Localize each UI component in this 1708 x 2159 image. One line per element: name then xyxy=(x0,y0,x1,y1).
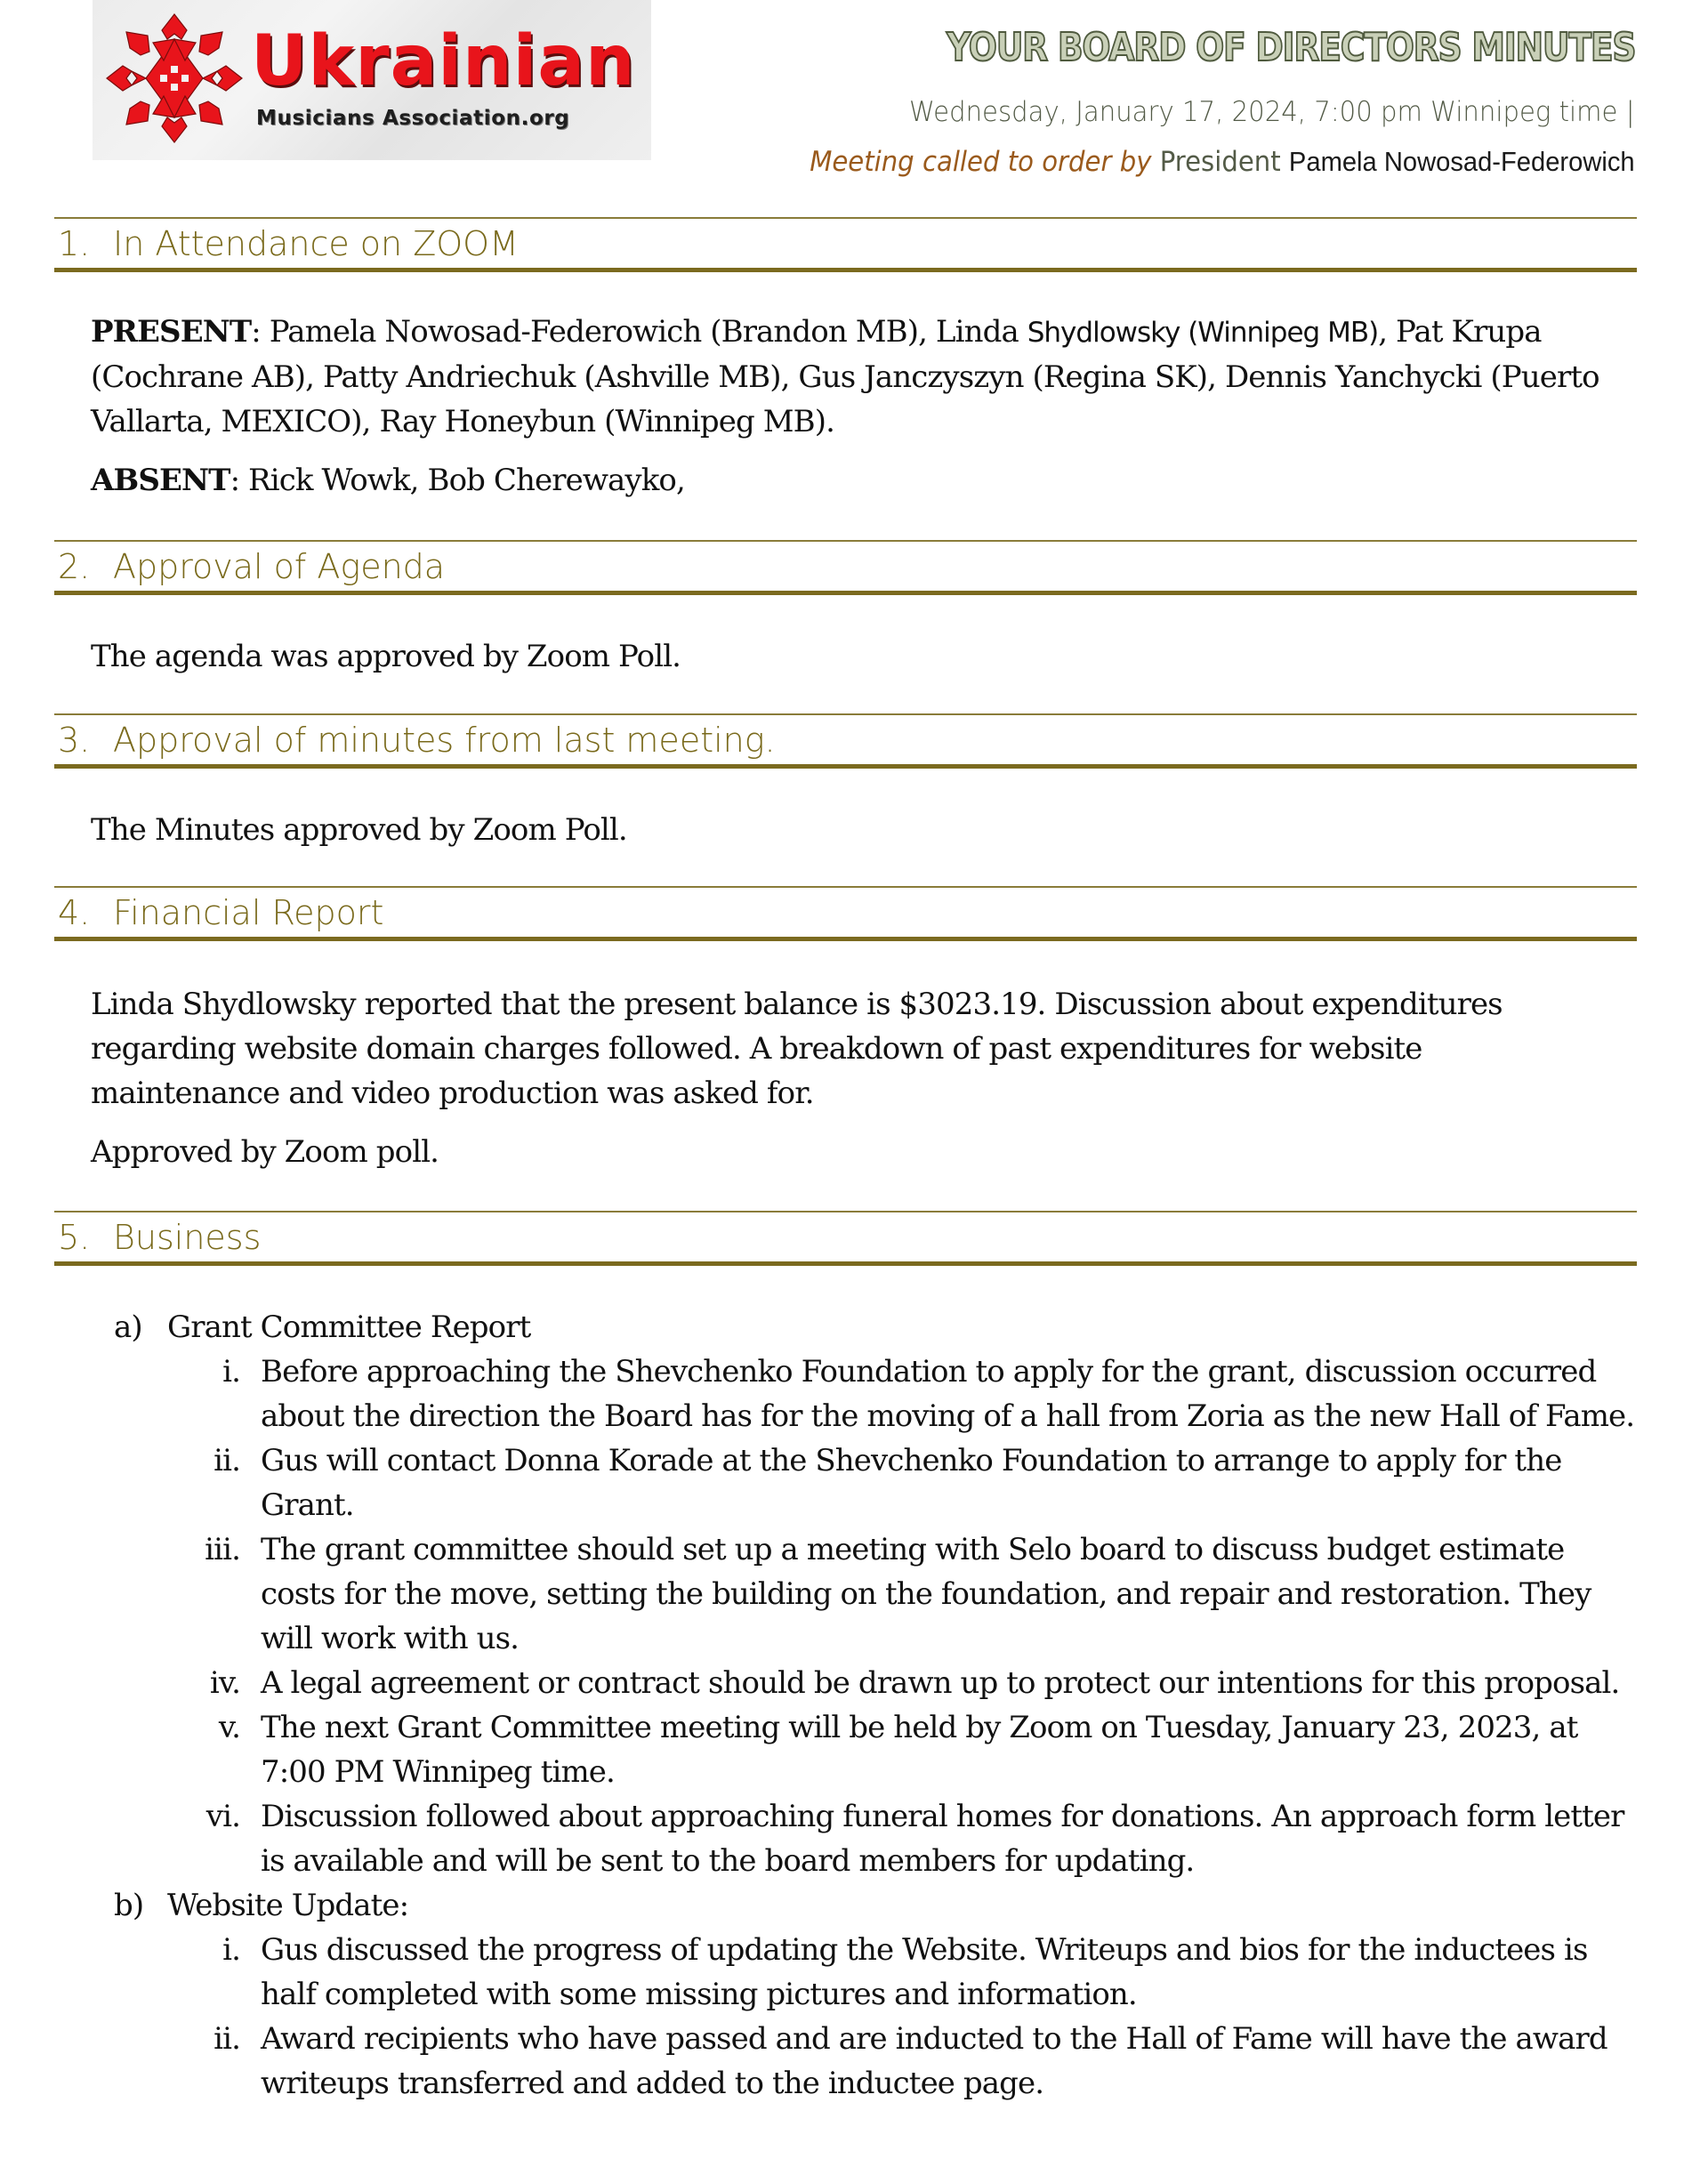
section-divider xyxy=(54,713,1637,715)
agenda-body: The agenda was approved by Zoom Poll. xyxy=(91,639,681,674)
section-number: 5. xyxy=(58,1218,91,1257)
section-underline xyxy=(54,268,1637,272)
meeting-date: Wednesday, January 17, 2024, 7:00 pm Winnipeg time | xyxy=(909,96,1635,128)
business-list xyxy=(114,1305,1644,2106)
section-title: Financial Report xyxy=(113,893,384,932)
section-heading-business xyxy=(54,1211,1637,1266)
section-heading-attendance xyxy=(54,217,1637,272)
business-item-grant-committee xyxy=(114,1305,1644,1349)
association-logo xyxy=(93,0,651,160)
section-heading-minutes xyxy=(54,713,1637,769)
list-marker: iv. xyxy=(209,1665,240,1701)
section-divider xyxy=(54,217,1637,219)
list-marker: i. xyxy=(222,1354,240,1390)
list-item: iii. The grant committee should set up a meeting with Selo board to discuss budget estimate costs for the move, setting the building on the foundation, and repair and restoration. They will work with us. xyxy=(167,1527,1644,1661)
section-divider xyxy=(54,1211,1637,1212)
section-heading-agenda xyxy=(54,540,1637,595)
list-item: vi. Discussion followed about approaching funeral homes for donations. An approach form letter is available and will be sent to the board members for updating. xyxy=(167,1794,1644,1883)
section-number: 1. xyxy=(58,224,91,263)
section-number: 2. xyxy=(58,547,91,586)
list-marker: b) xyxy=(114,1888,144,1923)
section-title: Approval of Agenda xyxy=(113,547,446,586)
business-item-title: Website Update: xyxy=(167,1888,409,1923)
list-marker: v. xyxy=(218,1710,240,1745)
document-title: YOUR BOARD OF DIRECTORS MINUTES xyxy=(946,25,1635,70)
ukrainian-embroidery-star-icon xyxy=(105,12,244,144)
present-label: PRESENT xyxy=(91,314,252,350)
section-underline xyxy=(54,937,1637,941)
website-update-subitems xyxy=(114,1928,1644,2106)
section-heading-financial xyxy=(54,886,1637,941)
section-underline xyxy=(54,1261,1637,1266)
list-marker: a) xyxy=(114,1309,142,1345)
section-title: Approval of minutes from last meeting. xyxy=(113,721,776,760)
section-number: 4. xyxy=(58,893,91,932)
president-name: Pamela Nowosad-Federowich xyxy=(1289,146,1635,177)
absent-label: ABSENT xyxy=(91,463,230,498)
list-marker: iii. xyxy=(205,1532,240,1567)
grant-committee-subitems xyxy=(114,1349,1644,1883)
business-item-website-update xyxy=(114,1883,1644,1928)
list-marker: ii. xyxy=(214,1443,240,1478)
attendance-body xyxy=(91,310,1639,503)
list-item: ii. Award recipients who have passed and are inducted to the Hall of Fame will have the award writeups transferred and added to the inductee page. xyxy=(167,2017,1644,2106)
list-item: iv. A legal agreement or contract should be drawn up to protect our intentions for this proposal. xyxy=(167,1661,1644,1705)
section-underline xyxy=(54,591,1637,595)
section-underline xyxy=(54,764,1637,769)
absent-list: ABSENT: Rick Wowk, Bob Cherewayko, xyxy=(91,463,685,498)
business-item-title: Grant Committee Report xyxy=(167,1309,531,1345)
logo-wordmark: Ukrainian xyxy=(251,21,636,101)
list-marker: i. xyxy=(222,1932,240,1968)
list-marker: ii. xyxy=(214,2021,240,2057)
present-list: PRESENT: Pamela Nowosad-Federowich (Brandon MB), Linda Shydlowsky (Winnipeg MB), Pat Krupa (Cochrane AB), Patty Andriechuk (Ashville MB), Gus Janczyszyn (Regina SK), Dennis Yanchycki (Puerto Vallarta, MEXICO), Ray Honeybun (Winnipeg MB). xyxy=(91,314,1599,439)
president-role: President xyxy=(1160,146,1282,178)
section-divider xyxy=(54,540,1637,542)
logo-subtitle: Musicians Association.org xyxy=(256,107,570,130)
list-item: v. The next Grant Committee meeting will be held by Zoom on Tuesday, January 23, 2023, at 7:00 PM Winnipeg time. xyxy=(167,1705,1644,1794)
list-item: i. Gus discussed the progress of updating the Website. Writeups and bios for the inductees is half completed with some missing pictures and information. xyxy=(167,1928,1644,2017)
financial-report-text: Linda Shydlowsky reported that the present balance is $3023.19. Discussion about expenditures regarding website domain charges followed. A breakdown of past expenditures for website maintenance and video production was asked for. xyxy=(91,987,1503,1111)
section-number: 3. xyxy=(58,721,91,760)
minutes-body: The Minutes approved by Zoom Poll. xyxy=(91,812,627,848)
called-by-label: Meeting called to order by xyxy=(810,146,1152,178)
list-item: i. Before approaching the Shevchenko Foundation to apply for the grant, discussion occurred about the direction the Board has for the moving of a hall from Zoria as the new Hall of Fame. xyxy=(167,1349,1644,1438)
financial-body xyxy=(91,982,1603,1174)
meeting-called-by xyxy=(810,142,1635,181)
list-marker: vi. xyxy=(205,1799,240,1834)
section-title: Business xyxy=(113,1218,262,1257)
list-item: ii. Gus will contact Donna Korade at the Shevchenko Foundation to arrange to apply for the Grant. xyxy=(167,1438,1644,1527)
section-title: In Attendance on ZOOM xyxy=(113,224,519,263)
section-divider xyxy=(54,886,1637,888)
financial-approval: Approved by Zoom poll. xyxy=(91,1134,439,1170)
